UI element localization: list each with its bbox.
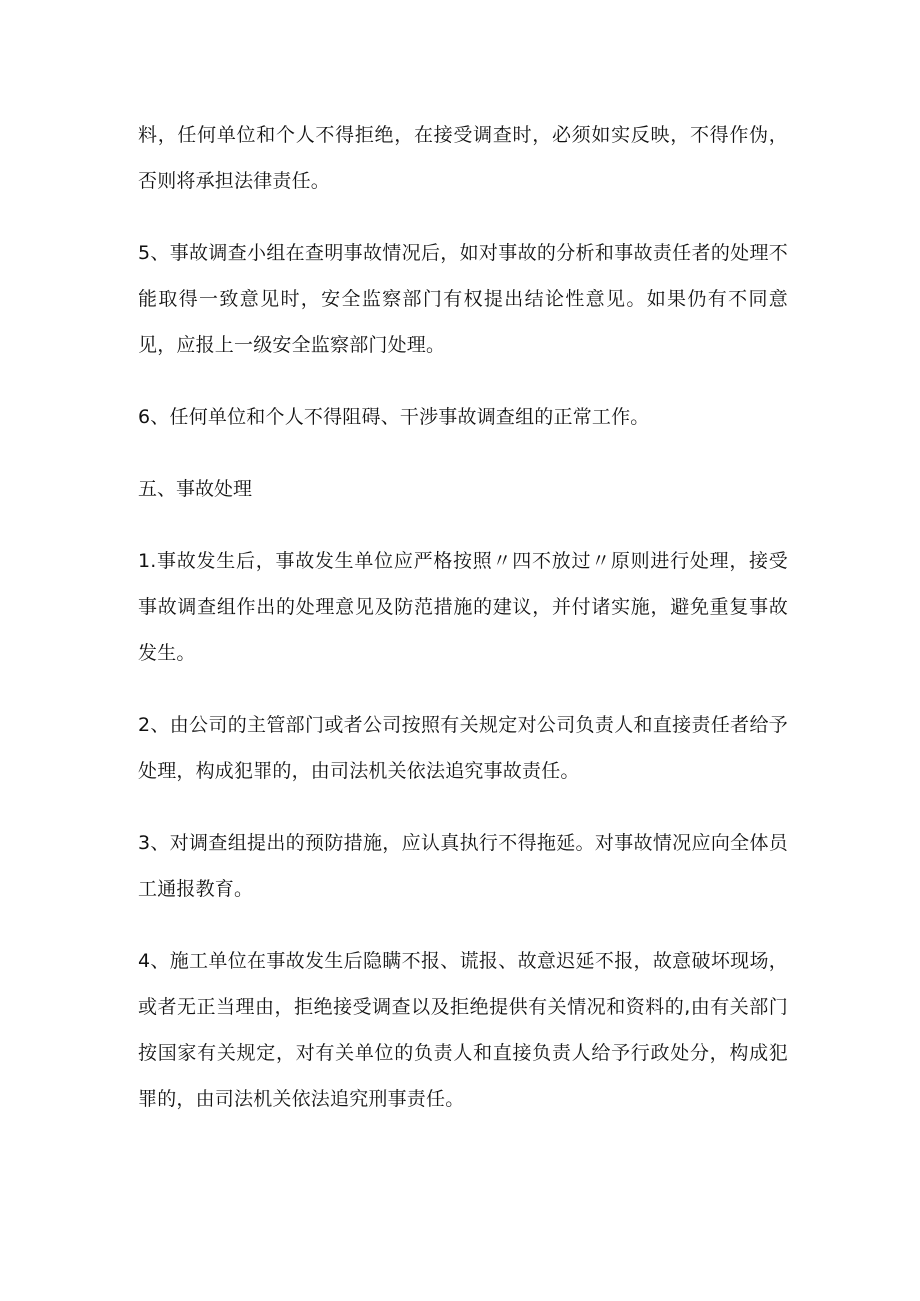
paragraph-item-5: 5、事故调查小组在查明事故情况后，如对事故的分析和事故责任者的处理不能取得一致意见时，安全监察部门有权提出结论性意见。如果仍有不同意见，应报上一级安全监察部门处理。: [138, 242, 788, 356]
paragraph-handling-1: 1.事故发生后，事故发生单位应严格按照〃四不放过〃原则进行处理，接受事故调查组作出的处理意见及防范措施的建议，并付诸实施，避免重复事故发生。: [138, 550, 788, 664]
section-heading-accident-handling: 五、事故处理: [138, 478, 253, 500]
paragraph-item-6: 6、任何单位和个人不得阻碍、干涉事故调查组的正常工作。: [138, 406, 650, 428]
paragraph-handling-4: 4、施工单位在事故发生后隐瞒不报、谎报、故意迟延不报，故意破坏现场，或者无正当理由，拒绝接受调查以及拒绝提供有关情况和资料的,由有关部门按国家有关规定，对有关单位的负责人和直接负责人给予行政处分，构成犯罪的，由司法机关依法追究刑事责任。: [138, 950, 788, 1110]
paragraph-handling-2: 2、由公司的主管部门或者公司按照有关规定对公司负责人和直接责任者给予处理，构成犯罪的，由司法机关依法追究事故责任。: [138, 714, 788, 782]
paragraph-handling-3: 3、对调查组提出的预防措施，应认真执行不得拖延。对事故情况应向全体员工通报教育。: [138, 832, 788, 900]
document-body: [138, 112, 788, 1148]
paragraph-continuation: 料，任何单位和个人不得拒绝，在接受调查时，必须如实反映，不得作伪，否则将承担法律责任。: [138, 124, 788, 192]
